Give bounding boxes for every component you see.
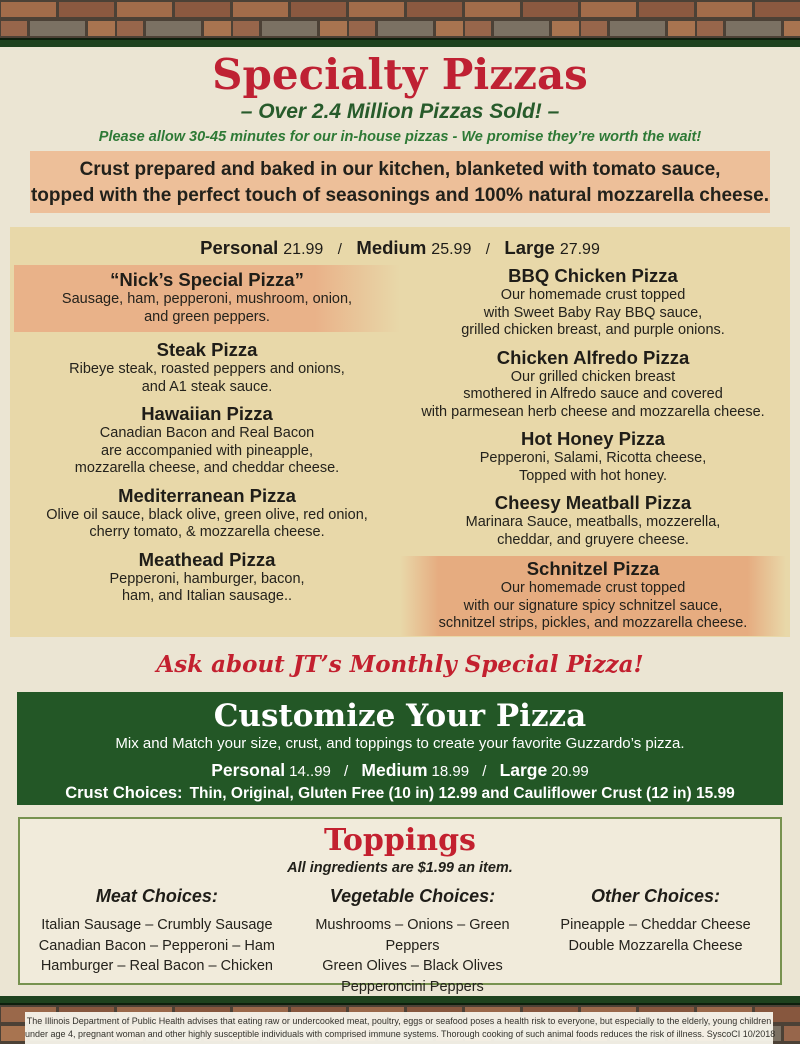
- size-price: 18.99: [431, 763, 470, 780]
- pizza-item-bbq-chicken: [400, 265, 786, 340]
- pizza-description: [14, 507, 400, 542]
- pizza-item-mediterranean: [14, 485, 400, 542]
- size-label: Medium: [356, 237, 427, 258]
- pizza-desc-line: ham, and Italian sausage..: [121, 588, 293, 604]
- pizza-desc-line: Canadian Bacon and Real Bacon: [99, 425, 315, 441]
- customize-title: Customize Your Pizza: [213, 698, 587, 734]
- pizza-description: [400, 369, 786, 422]
- pizza-name: Cheesy Meatball Pizza: [494, 492, 692, 513]
- pizza-desc-line: with our signature spicy schnitzel sauce,: [463, 597, 723, 614]
- size-price: 21.99: [283, 241, 324, 258]
- toppings-column-header: Other Choices:: [591, 886, 721, 906]
- size-price: 20.99: [551, 763, 589, 780]
- pizza-desc-line: and green peppers.: [144, 308, 270, 325]
- pizza-name: Hot Honey Pizza: [521, 428, 665, 449]
- pizza-description: [400, 514, 786, 549]
- size-price: 14..99: [289, 763, 331, 780]
- crust-choices-row: [17, 784, 783, 803]
- pizza-desc-line: Ribeye steak, roasted peppers and onions,: [69, 361, 345, 377]
- pizza-desc-line: are accompanied with pineapple,: [101, 442, 313, 459]
- pizza-desc-line: Sausage, ham, pepperoni, mushroom, onion,: [61, 291, 353, 307]
- customize-size-price-row: [17, 760, 783, 781]
- toppings-line: Italian Sausage – Crumbly Sausage: [41, 917, 273, 933]
- size-separator: /: [482, 763, 487, 780]
- pizza-description: [400, 580, 786, 633]
- customize-subtitle: Mix and Match your size, crust, and toppings to create your favorite Guzzardo’s pizza.: [115, 735, 685, 752]
- pizza-description: [14, 291, 400, 326]
- crust-intro-line: topped with the perfect touch of seasonings and 100% natural mozzarella cheese.: [30, 185, 769, 206]
- specialty-size-price-row: [10, 237, 790, 259]
- toppings-line: Pineapple – Cheddar Cheese: [560, 917, 751, 933]
- wait-time-note: Please allow 30-45 minutes for our in-house pizzas - We promise they’re worth the wait!: [98, 129, 702, 145]
- toppings-line: Pepperoncini Peppers: [341, 978, 484, 995]
- pizza-description: [14, 361, 400, 396]
- pizza-name: Hawaiian Pizza: [141, 403, 273, 424]
- pizza-columns: [10, 265, 790, 636]
- size-price: 27.99: [559, 241, 600, 258]
- size-price: 25.99: [431, 241, 472, 258]
- pizza-desc-line: cherry tomato, & mozzarella cheese.: [89, 524, 325, 540]
- size-separator: /: [485, 241, 490, 258]
- pizza-description: [400, 450, 786, 485]
- toppings-panel: [18, 817, 782, 995]
- pizza-desc-line: with Sweet Baby Ray BBQ sauce,: [483, 304, 703, 321]
- pizza-desc-line: Olive oil sauce, black olive, green olive, red onion,: [46, 506, 368, 523]
- toppings-line: Green Olives – Black Olives: [322, 958, 503, 974]
- pizza-desc-line: and A1 steak sauce.: [141, 378, 273, 395]
- size-label: Large: [499, 760, 548, 780]
- brick-wall-top: [0, 0, 800, 38]
- pizza-column-right: [400, 265, 786, 636]
- pizza-column-left: [14, 265, 400, 636]
- pizza-desc-line: schnitzel strips, pickles, and mozzarella cheese.: [438, 615, 748, 631]
- pizza-desc-line: with parmesean herb cheese and mozzarella cheese.: [421, 403, 765, 420]
- pizza-desc-line: grilled chicken breast, and purple onions.: [461, 322, 725, 338]
- pizza-name: BBQ Chicken Pizza: [508, 265, 678, 286]
- pizza-item-hot-honey: [400, 428, 786, 485]
- pizza-desc-line: smothered in Alfredo sauce and covered: [463, 386, 723, 402]
- toppings-column-header: Vegetable Choices:: [329, 886, 496, 906]
- crust-choices-options: Thin, Original, Gluten Free (10 in) 12.99 and Cauliflower Crust (12 in) 15.99: [189, 785, 735, 802]
- toppings-line: Double Mozzarella Cheese: [568, 937, 743, 954]
- disclaimer-line: The Illinois Department of Public Health advises that eating raw or undercooked meat, poultry, eggs or seafood poses a health risk to everyone, but especially to the elderly, young children: [26, 1016, 772, 1026]
- pizza-desc-line: Our homemade crust topped: [500, 580, 686, 596]
- pizza-desc-line: Our homemade crust topped: [500, 287, 686, 303]
- pizza-name: Mediterranean Pizza: [118, 484, 296, 506]
- pizza-name: Schnitzel Pizza: [526, 558, 660, 579]
- pizza-item-steak: [14, 339, 400, 396]
- pizza-item-chicken-alfredo: [400, 347, 786, 422]
- size-label: Large: [504, 237, 555, 258]
- green-divider-top: [0, 38, 800, 47]
- pizza-item-cheesy-meatball: [400, 492, 786, 549]
- toppings-column-vegetable: [288, 886, 537, 997]
- green-divider-bottom: [0, 996, 800, 1005]
- page-title: Specialty Pizzas: [212, 50, 588, 99]
- pizza-desc-line: Marinara Sauce, meatballs, mozzerella,: [465, 514, 721, 530]
- pizza-name: Steak Pizza: [156, 339, 258, 360]
- toppings-column-other: [537, 886, 774, 997]
- pizza-desc-line: Pepperoni, Salami, Ricotta cheese,: [479, 450, 707, 466]
- toppings-price-note: All ingredients are $1.99 an item.: [287, 860, 513, 876]
- pizza-item-nicks-special: [14, 265, 400, 332]
- size-separator: /: [337, 241, 342, 258]
- pizza-item-schnitzel: [400, 556, 786, 636]
- pizza-desc-line: Pepperoni, hamburger, bacon,: [109, 570, 305, 587]
- brick-texture-top: [0, 0, 800, 38]
- pizza-name: “Nick’s Special Pizza”: [110, 269, 304, 290]
- toppings-columns: [20, 886, 780, 997]
- pizza-item-hawaiian: [14, 403, 400, 478]
- disclaimer-line: under age 4, pregnant woman and other highly susceptible individuals with comprised immune systems. Thorough cooking of such animal foods reduces the risk of illness. SyscoCI 10/2018: [25, 1029, 776, 1039]
- size-separator: /: [344, 763, 349, 780]
- toppings-line: Hamburger – Real Bacon – Chicken: [40, 958, 273, 974]
- pizza-description: [14, 425, 400, 478]
- crust-choices-label: Crust Choices:: [65, 784, 183, 802]
- toppings-title: Toppings: [324, 823, 476, 858]
- crust-intro-banner: [30, 151, 770, 213]
- pizza-item-meathead: [14, 549, 400, 606]
- monthly-special-note: Ask about JT’s Monthly Special Pizza!: [156, 651, 644, 678]
- pizza-desc-line: Our grilled chicken breast: [510, 368, 676, 385]
- customize-pizza-panel: [17, 692, 783, 805]
- pizza-description: [400, 287, 786, 340]
- pizza-desc-line: mozzarella cheese, and cheddar cheese.: [74, 460, 340, 476]
- crust-intro-line: Crust prepared and baked in our kitchen, blanketed with tomato sauce,: [79, 159, 721, 180]
- health-disclaimer-bar: [25, 1012, 776, 1044]
- pizza-description: [14, 571, 400, 606]
- size-label: Personal: [200, 237, 279, 258]
- size-label: Medium: [361, 760, 428, 780]
- toppings-column-meat: [26, 886, 288, 997]
- pizza-name: Chicken Alfredo Pizza: [496, 346, 690, 368]
- toppings-line: Canadian Bacon – Pepperoni – Ham: [38, 937, 275, 954]
- specialty-pizzas-panel: [10, 227, 790, 637]
- toppings-line: Mushrooms – Onions – Green Peppers: [315, 917, 510, 954]
- pizza-desc-line: Topped with hot honey.: [518, 467, 668, 484]
- tagline: – Over 2.4 Million Pizzas Sold! –: [240, 100, 560, 123]
- pizza-name: Meathead Pizza: [138, 548, 276, 570]
- pizza-desc-line: cheddar, and gruyere cheese.: [497, 531, 689, 548]
- size-label: Personal: [211, 760, 286, 780]
- toppings-column-header: Meat Choices:: [95, 886, 218, 906]
